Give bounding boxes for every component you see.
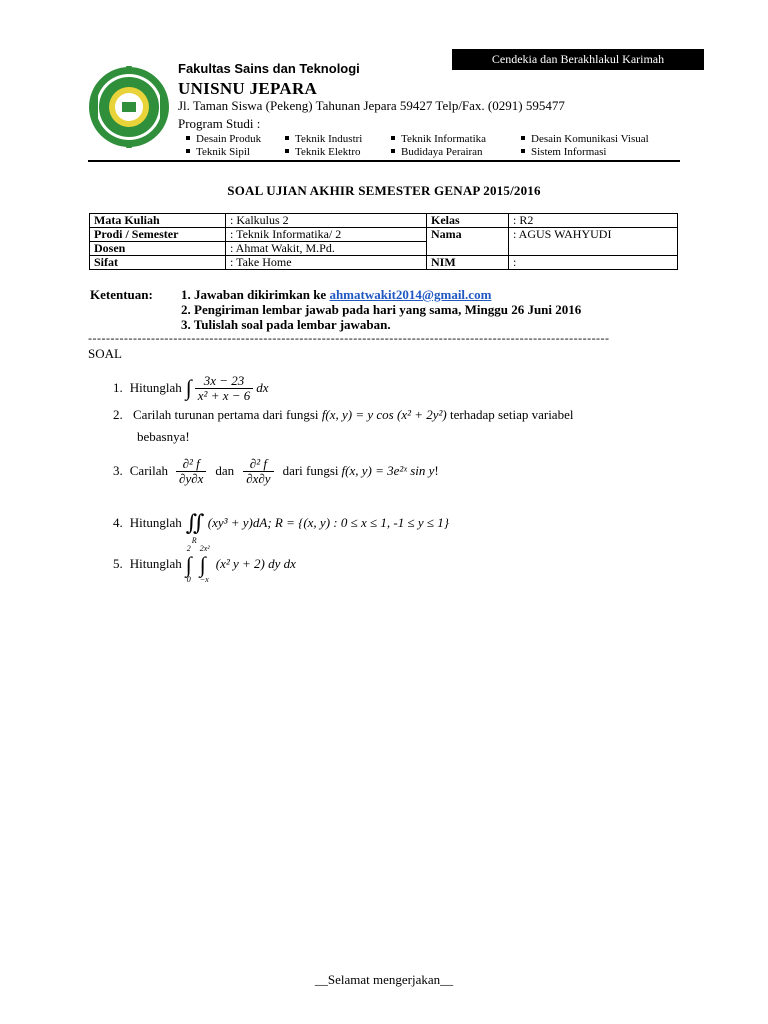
question-number: 2. [113, 407, 123, 422]
label-sifat: Sifat [90, 256, 226, 270]
value-mata-kuliah: : Kalkulus 2 [226, 214, 427, 228]
faculty-name: Fakultas Sains dan Teknologi [178, 61, 360, 76]
question-5 [113, 544, 296, 584]
label-nim: NIM [427, 256, 509, 270]
outer-integral-sign: ∫ [185, 552, 192, 577]
question-3 [113, 451, 439, 491]
outer-lower-limit: 0 [186, 575, 191, 584]
rule-1-text: 1. Jawaban dikirimkan ke [181, 287, 330, 302]
function-expression: f(x, y) = 3e²ˣ sin y [341, 463, 435, 478]
punctuation: ! [434, 463, 439, 478]
ketentuan-label: Ketentuan: [90, 287, 153, 302]
question-text: Hitunglah [129, 515, 182, 530]
exam-title: SOAL UJIAN AKHIR SEMESTER GENAP 2015/2016 [227, 183, 541, 198]
question-2 [113, 407, 679, 423]
conjunction: dan [215, 463, 235, 478]
inner-lower-limit: −x [199, 575, 209, 584]
integrand: (xy³ + y)dA [207, 515, 268, 530]
question-1 [113, 368, 269, 408]
region-subscript: R [191, 536, 197, 545]
program-item: Teknik Elektro [285, 146, 361, 159]
label-mata-kuliah: Mata Kuliah [90, 214, 226, 228]
dashed-separator: -------------------------------------------------------------------------------------------------------------------- [88, 331, 610, 345]
rule-1 [181, 287, 491, 303]
label-kelas: Kelas [427, 214, 509, 228]
program-item: Teknik Sipil [186, 146, 250, 159]
program-item: Sistem Informasi [521, 146, 606, 159]
label-dosen: Dosen [90, 242, 226, 256]
question-text: terhadap setiap variabel [446, 407, 574, 422]
question-text: Hitunglah [129, 556, 182, 571]
function-expression: f(x, y) = y cos (x² + 2y²) [321, 407, 447, 422]
email-link[interactable]: ahmatwakit2014@gmail.com [329, 287, 492, 302]
value-prodi: : Teknik Informatika/ 2 [226, 228, 427, 242]
partial-derivative-1 [176, 457, 206, 486]
double-integral [185, 510, 208, 545]
question-2-continuation: bebasnya! [137, 429, 190, 444]
denominator: x² + x − 6 [197, 387, 251, 403]
header-divider [88, 160, 680, 162]
university-logo-icon [86, 64, 172, 150]
value-dosen: : Ahmat Wakit, M.Pd. [226, 242, 427, 256]
soal-heading: SOAL [88, 346, 122, 361]
address: Jl. Taman Siswa (Pekeng) Tahunan Jepara 59427 Telp/Fax. (0291) 595477 [178, 98, 565, 113]
program-item: Teknik Informatika [391, 133, 486, 146]
question-text: Hitunglah [129, 380, 182, 395]
inner-integral-sign: ∫ [199, 552, 206, 577]
region-definition: ; R = {(x, y) : 0 ≤ x ≤ 1, -1 ≤ y ≤ 1} [267, 515, 449, 530]
label-nama: Nama [427, 228, 509, 256]
value-sifat: : Take Home [226, 256, 427, 270]
value-nama: : AGUS WAHYUDI [509, 228, 678, 256]
outer-upper-limit: 2 [186, 544, 191, 553]
question-number: 4. [113, 515, 123, 530]
fraction [195, 374, 253, 403]
double-integral-sign: ∬ [185, 510, 205, 535]
value-nim: : [509, 256, 678, 270]
numerator: 3x − 23 [195, 374, 253, 389]
question-text: Carilah [129, 463, 169, 478]
exam-info-table [89, 213, 678, 270]
program-item: Budidaya Perairan [391, 146, 483, 159]
question-number: 3. [113, 463, 123, 478]
numerator: ∂² f [176, 457, 206, 472]
motto-banner: Cendekia dan Berakhlakul Karimah [452, 49, 704, 70]
program-item: Desain Produk [186, 133, 261, 146]
label-prodi: Prodi / Semester [90, 228, 226, 242]
question-number: 1. [113, 380, 123, 395]
value-kelas: : R2 [509, 214, 678, 228]
footer-greeting: __Selamat mengerjakan__ [314, 972, 454, 987]
outer-integral [186, 544, 200, 584]
denominator: ∂x∂y [246, 470, 271, 486]
partial-derivative-2 [243, 457, 273, 486]
program-item: Teknik Industri [285, 133, 362, 146]
integral-sign: ∫ [185, 375, 192, 400]
question-4 [113, 506, 449, 545]
numerator: ∂² f [243, 457, 273, 472]
rule-3: 3. Tulislah soal pada lembar jawaban. [181, 317, 391, 332]
program-item: Desain Komunikasi Visual [521, 133, 649, 146]
differential: dx [256, 380, 269, 395]
denominator: ∂y∂x [179, 470, 204, 486]
question-text: dari fungsi [282, 463, 339, 478]
question-text: Carilah turunan pertama dari fungsi [133, 407, 322, 422]
question-number: 5. [113, 556, 123, 571]
integrand: (x² y + 2) dy dx [215, 556, 296, 571]
program-label: Program Studi : [178, 116, 261, 131]
inner-integral [200, 544, 216, 584]
inner-upper-limit: 2x² [199, 544, 210, 553]
rule-2: 2. Pengiriman lembar jawab pada hari yang sama, Minggu 26 Juni 2016 [181, 302, 582, 317]
university-name: UNISNU JEPARA [178, 79, 318, 98]
